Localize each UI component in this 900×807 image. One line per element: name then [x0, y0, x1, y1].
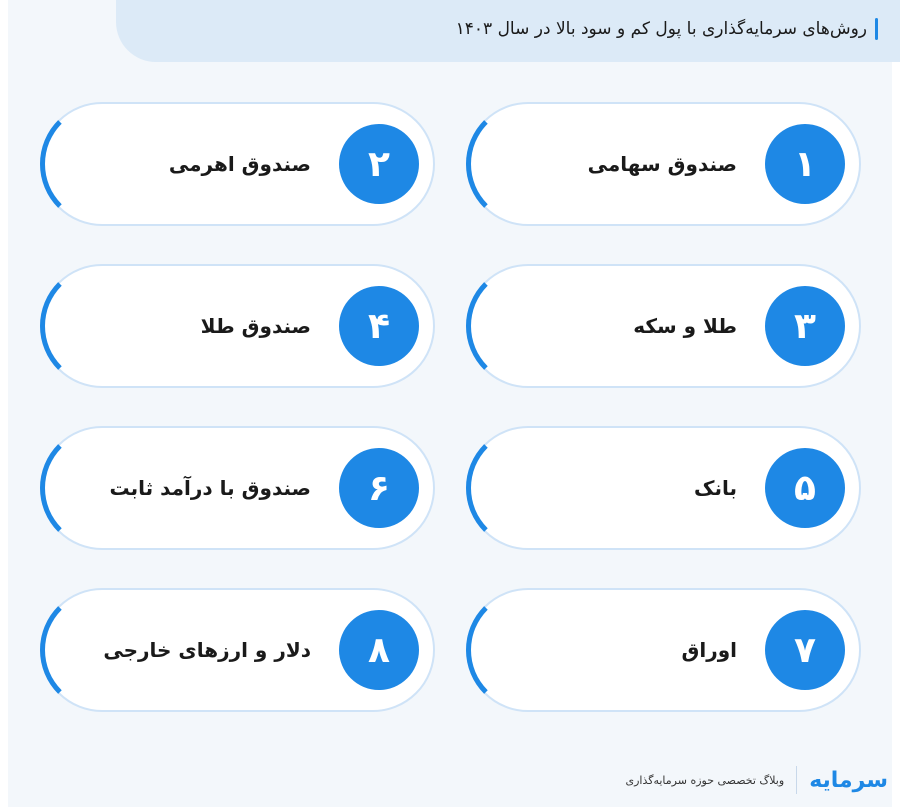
- item-card-2: [40, 102, 435, 226]
- page-title-text: روش‌های سرمایه‌گذاری با پول کم و سود بالا در سال ۱۴۰۳: [455, 19, 867, 39]
- item-number-badge: ۶: [339, 448, 419, 528]
- item-label: صندوق طلا: [200, 314, 311, 338]
- footer-divider: [796, 766, 797, 794]
- item-number-badge: ۸: [339, 610, 419, 690]
- item-card-8: [40, 588, 435, 712]
- item-card-5: [466, 426, 861, 550]
- item-label: طلا و سکه: [633, 314, 737, 338]
- item-label: دلار و ارزهای خارجی: [103, 638, 311, 662]
- footer-tagline: وبلاگ تخصصی حوزه سرمایه‌گذاری: [625, 773, 785, 787]
- item-number-badge: ۷: [765, 610, 845, 690]
- item-label: اوراق: [681, 638, 737, 662]
- footer: [608, 760, 888, 800]
- item-card-7: [466, 588, 861, 712]
- title-accent-bar: [875, 18, 878, 40]
- page-title: [456, 18, 878, 40]
- item-label: صندوق سهامی: [587, 152, 737, 176]
- item-label: صندوق با درآمد ثابت: [109, 476, 311, 500]
- item-card-6: [40, 426, 435, 550]
- item-card-1: [466, 102, 861, 226]
- item-number-badge: ۵: [765, 448, 845, 528]
- item-card-3: [466, 264, 861, 388]
- item-number-badge: ۱: [765, 124, 845, 204]
- item-card-4: [40, 264, 435, 388]
- item-number-badge: ۴: [339, 286, 419, 366]
- item-number-badge: ۲: [339, 124, 419, 204]
- brand-logo: سرمایه: [809, 767, 888, 793]
- item-number-badge: ۳: [765, 286, 845, 366]
- item-label: بانک: [693, 476, 737, 500]
- item-label: صندوق اهرمی: [168, 152, 311, 176]
- title-band: [116, 0, 900, 62]
